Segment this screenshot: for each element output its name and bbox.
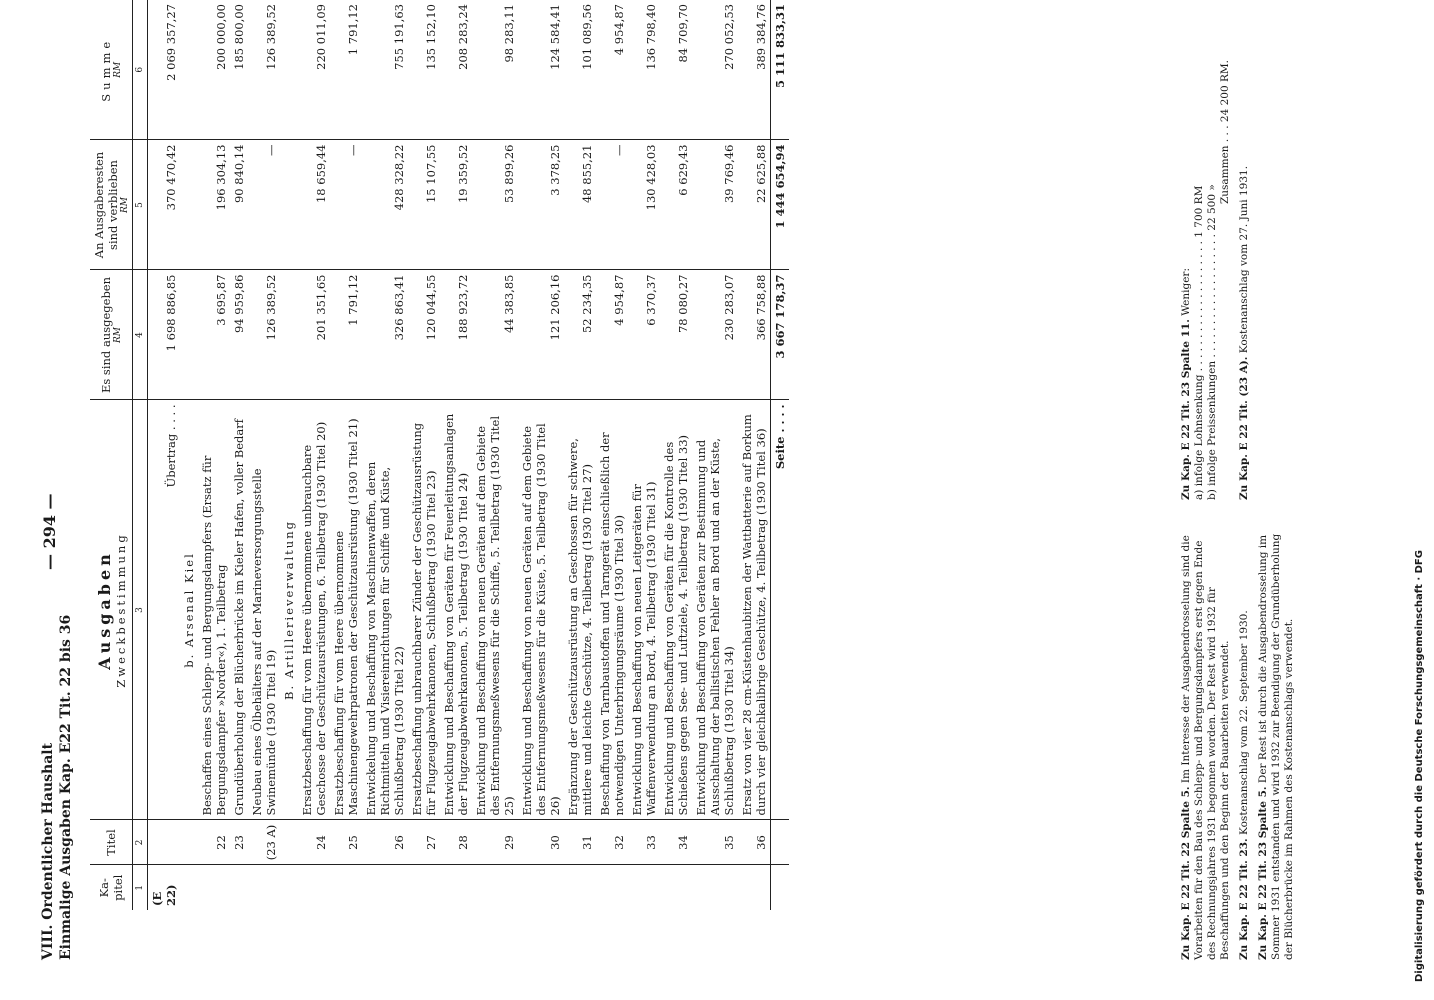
titel-cell: 30 [518, 820, 564, 865]
empty-cell [230, 865, 248, 910]
empty-cell [180, 140, 198, 270]
note-4-sum: Zusammen . . . 24 200 RM. [1219, 60, 1231, 205]
total-reste: 1 444 654,94 [771, 140, 790, 270]
description-cell: Entwicklung und Beschaffung von Geräten für Feuerleitungsanlagen der Flugzeugabwehrkanonen, 5. Teilbetrag (1930 Titel 24) [440, 400, 472, 820]
section-row [280, 0, 298, 910]
empty-cell [180, 820, 198, 865]
description-cell: Entwicklung und Beschaffung von Geräten zur Bestimmung und Ausschaltung der ballistischen Fehler an Bord und an der Küste, Schlußbetrag (1930 Titel 34) [692, 400, 738, 820]
reste-cell: — [330, 140, 362, 270]
summe-cell: 135 152,10 [408, 0, 440, 140]
table-row [738, 0, 771, 910]
table-row [248, 0, 280, 910]
empty-cell [330, 865, 362, 910]
summe-cell: 1 791,12 [330, 0, 362, 140]
ausgegeben-cell: 1 791,12 [330, 270, 362, 400]
col-ausgegeben [90, 270, 133, 400]
col-number: 4 [133, 270, 148, 400]
col-number: 2 [133, 820, 148, 865]
empty-cell [472, 865, 518, 910]
col-kapitel: Ka-pitel [90, 865, 133, 910]
section-b-label: b. Arsenal Kiel [180, 400, 198, 820]
ausgegeben-cell: 6 370,37 [628, 270, 660, 400]
ausgegeben-cell: 201 351,65 [298, 270, 330, 400]
section-B-label: B. Artillerieverwaltung [280, 400, 298, 820]
reste-cell: 53 899,26 [472, 140, 518, 270]
footnotes [1180, 40, 1302, 960]
empty-cell [280, 865, 298, 910]
col-zweck [90, 400, 133, 820]
summe-cell: 4 954,87 [596, 0, 628, 140]
table-row [440, 0, 472, 910]
reste-cell: 48 855,21 [564, 140, 596, 270]
description-cell: Neubau eines Ölbehälters auf der Marineversorgungsstelle Swinemünde (1930 Titel 19) [248, 400, 280, 820]
titel-cell: 29 [472, 820, 518, 865]
note-4-label: Zu Kap. E 22 Tit. 23 Spalte 11. [1180, 319, 1192, 500]
empty-cell [180, 865, 198, 910]
page-number: — 294 — [40, 493, 59, 570]
empty-cell [660, 865, 692, 910]
empty-cell [148, 820, 181, 865]
note-4 [1180, 60, 1232, 500]
ausgegeben-cell: 120 044,55 [408, 270, 440, 400]
note-1 [1180, 520, 1232, 960]
description-cell: Grundüberholung der Blücherbrücke im Kieler Hafen, voller Bedarf [230, 400, 248, 820]
titel-cell: 32 [596, 820, 628, 865]
note-1-text: Im Interesse der Ausgabendrosselung sind die Vorarbeiten für den Bau des Schlepp- und Bergungsdampfers erst gegen Ende des Rechnungsjahres 1931 begonnen worden. Der Rest wird 1932 für Beschaffungen und den Beginn der Bauarbeiten verwendet. [1180, 535, 1231, 960]
table-row [362, 0, 408, 910]
empty-cell [180, 270, 198, 400]
titel-cell: 36 [738, 820, 771, 865]
col-number: 3 [133, 400, 148, 820]
table-row [596, 0, 628, 910]
col-summe [90, 0, 133, 140]
titel-cell: 22 [198, 820, 230, 865]
empty-cell [408, 865, 440, 910]
description-cell: Ergänzung der Geschützausrüstung an Geschossen für schwere, mittlere und leichte Geschütze, 4. Teilbetrag (1930 Titel 27) [564, 400, 596, 820]
description-cell: Ersatzbeschaffung für vom Heere übernommene unbrauchbare Geschosse der Geschützausrüstungen, 6. Teilbetrag (1930 Titel 20) [298, 400, 330, 820]
empty-cell [198, 865, 230, 910]
titel-cell: 31 [564, 820, 596, 865]
description-cell: Entwickelung und Beschaffung von Maschinenwaffen, deren Richtmitteln und Visiereinrichtungen für Schiffe und Küste, Schlußbetrag (1930 Titel 22) [362, 400, 408, 820]
description-cell: Entwicklung und Beschaffung von Geräten für die Kontrolle des Schießens gegen See- und Luftziele, 4. Teilbetrag (1930 Titel 33) [660, 400, 692, 820]
ausgegeben-cell: 188 923,72 [440, 270, 472, 400]
total-label: Seite . . . . [771, 400, 790, 820]
empty-cell [628, 865, 660, 910]
titel-cell: 26 [362, 820, 408, 865]
empty-cell [518, 865, 564, 910]
note-2 [1238, 520, 1251, 960]
table-row [518, 0, 564, 910]
dfg-credit [1414, 12, 1428, 982]
reste-cell: 90 840,14 [230, 140, 248, 270]
ausgegeben-cell: 126 389,52 [248, 270, 280, 400]
col-titel: Titel [90, 820, 133, 865]
titel-cell: 34 [660, 820, 692, 865]
ausgegeben-cell: 121 206,16 [518, 270, 564, 400]
ausgegeben-cell: 44 383,85 [472, 270, 518, 400]
unit-label: RM [120, 197, 130, 213]
table-row [472, 0, 518, 910]
titel-cell: 35 [692, 820, 738, 865]
reste-cell: — [248, 140, 280, 270]
reste-cell: 22 625,88 [738, 140, 771, 270]
uebertrag-row [148, 0, 181, 910]
reste-cell: 3 378,25 [518, 140, 564, 270]
ausgegeben-cell: 230 283,07 [692, 270, 738, 400]
description-cell: Entwicklung und Beschaffung von neuen Leitgeräten für Waffenverwendung an Bord, 4. Teilbetrag (1930 Titel 31) [628, 400, 660, 820]
total-row [771, 0, 790, 910]
description-cell: Beschaffung von Tarnbaustoffen und Tarngerät einschließlich der notwendigen Unterbringungsräume (1930 Titel 30) [596, 400, 628, 820]
ausgaben-heading: Ausgaben [94, 550, 114, 670]
section-title: VIII. Ordentlicher Haushalt [40, 742, 56, 960]
note-3-label: Zu Kap. E 22 Tit. 23 Spalte 5. [1257, 786, 1269, 960]
reste-cell: 19 359,52 [440, 140, 472, 270]
titel-cell: 27 [408, 820, 440, 865]
summe-cell: 98 283,11 [472, 0, 518, 140]
note-2-text: Kostenanschlag vom 22. September 1930. [1238, 610, 1250, 835]
unit-label: RM [113, 327, 123, 343]
note-5-text: Kostenanschlag vom 27. Juni 1931. [1238, 165, 1250, 354]
ausgegeben-heading: Es sind ausgegeben [99, 276, 113, 394]
empty-cell [771, 820, 790, 865]
titel-cell: 23 [230, 820, 248, 865]
summe-cell: 270 052,53 [692, 0, 738, 140]
budget-table [90, 0, 789, 910]
reste-cell: 6 629,43 [660, 140, 692, 270]
total-summe: 5 111 833,31 [771, 0, 790, 140]
column-number-row [133, 0, 148, 910]
empty-cell [362, 865, 408, 910]
summe-cell: 185 800,00 [230, 0, 248, 140]
section-row [180, 0, 198, 910]
zweck-heading: Zweckbestimmung [113, 532, 128, 688]
summe-cell: 200 000,00 [198, 0, 230, 140]
ausgegeben-cell: 52 234,35 [564, 270, 596, 400]
reste-heading: An Ausgaberesten sind verblieben [92, 151, 120, 259]
col-number: 6 [133, 0, 148, 140]
summe-heading: Summe [99, 37, 113, 102]
notes-right [1180, 60, 1257, 500]
uebertrag-ausgegeben: 1 698 886,85 [148, 270, 181, 400]
note-4-b: b) infolge Preissenkungen . . . . . . . . . . . . . . . . . . . 22 500 » [1206, 184, 1218, 500]
dfg-credit-text: Digitalisierung gefördert durch die Deutsche Forschungsgemeinschaft · DFG [1414, 550, 1425, 982]
summe-cell: 126 389,52 [248, 0, 280, 140]
empty-cell [771, 865, 790, 910]
titel-cell: 24 [298, 820, 330, 865]
summe-cell: 389 384,76 [738, 0, 771, 140]
col-number: 5 [133, 140, 148, 270]
summe-cell: 220 011,09 [298, 0, 330, 140]
reste-cell: 130 428,03 [628, 140, 660, 270]
table-row [230, 0, 248, 910]
page-header [40, 60, 74, 960]
empty-cell [280, 0, 298, 140]
uebertrag-label: Übertrag . . . . [148, 400, 181, 820]
unit-label: RM [113, 61, 123, 78]
col-reste [90, 140, 133, 270]
empty-cell [738, 865, 771, 910]
ausgegeben-cell: 366 758,88 [738, 270, 771, 400]
ausgegeben-cell: 4 954,87 [596, 270, 628, 400]
empty-cell [180, 0, 198, 140]
uebertrag-reste: 370 470,42 [148, 140, 181, 270]
reste-cell: 428 328,22 [362, 140, 408, 270]
subtitle: Einmalige Ausgaben Kap. E22 Tit. 22 bis 36 [58, 614, 74, 960]
titel-cell: 33 [628, 820, 660, 865]
empty-cell [596, 865, 628, 910]
note-2-label: Zu Kap. E 22 Tit. 23. [1238, 838, 1250, 960]
table-row [564, 0, 596, 910]
titel-cell: (23 A) [248, 820, 280, 865]
uebertrag-summe: 2 069 357,27 [148, 0, 181, 140]
empty-cell [692, 865, 738, 910]
reste-cell: 39 769,46 [692, 140, 738, 270]
summe-cell: 101 089,56 [564, 0, 596, 140]
table-row [330, 0, 362, 910]
reste-cell: — [596, 140, 628, 270]
total-ausgegeben: 3 667 178,37 [771, 270, 790, 400]
ausgegeben-cell: 94 959,86 [230, 270, 248, 400]
table-row [198, 0, 230, 910]
note-3 [1257, 520, 1296, 960]
note-5-label: Zu Kap. E 22 Tit. (23 A). [1238, 356, 1250, 500]
empty-cell [564, 865, 596, 910]
col-number: 1 [133, 865, 148, 910]
kapitel-cell: (E 22) [150, 884, 178, 906]
summe-cell: 84 709,70 [660, 0, 692, 140]
reste-cell: 18 659,44 [298, 140, 330, 270]
note-3-text: Der Rest ist durch die Ausgabendrosselung im Sommer 1931 entstanden und wird 1932 zur Beendigung der Grundüberholung der Blücherbrücke im Rahmen des Kostenanschlags verwendet. [1257, 533, 1295, 960]
note-5 [1238, 60, 1251, 500]
table-row [660, 0, 692, 910]
summe-cell: 136 798,40 [628, 0, 660, 140]
notes-left [1180, 520, 1302, 960]
note-4-text: Weniger: [1180, 268, 1192, 316]
ausgegeben-cell: 326 863,41 [362, 270, 408, 400]
summe-cell: 208 283,24 [440, 0, 472, 140]
table-row [628, 0, 660, 910]
description-cell: Ersatzbeschaffung unbrauchbarer Zünder der Geschützausrüstung für Flugzeugabwehrkanonen, Schlußbetrag (1930 Titel 23) [408, 400, 440, 820]
empty-cell [298, 865, 330, 910]
ausgegeben-cell: 3 695,87 [198, 270, 230, 400]
table-row [408, 0, 440, 910]
table-row [692, 0, 738, 910]
note-1-label: Zu Kap. E 22 Tit. 22 Spalte 5. [1180, 786, 1192, 960]
reste-cell: 196 304,13 [198, 140, 230, 270]
description-cell: Beschaffen eines Schlepp- und Bergungsdampfers (Ersatz für Bergungsdampfer »Norder«), 1. Teilbetrag [198, 400, 230, 820]
summe-cell: 124 584,41 [518, 0, 564, 140]
empty-cell [440, 865, 472, 910]
titel-cell: 28 [440, 820, 472, 865]
description-cell: Ersatzbeschaffung für vom Heere übernommene Maschinengewehrpatronen der Geschützausrüstung (1930 Titel 21) [330, 400, 362, 820]
empty-cell [248, 865, 280, 910]
titel-cell: 25 [330, 820, 362, 865]
table-row [298, 0, 330, 910]
note-4-a: a) infolge Lohnsenkung . . . . . . . . . . . . . . . . . . . . 1 700 RM [1193, 185, 1205, 500]
empty-cell [280, 140, 298, 270]
summe-cell: 755 191,63 [362, 0, 408, 140]
ausgegeben-cell: 78 080,27 [660, 270, 692, 400]
description-cell: Ersatz von vier 28 cm-Küstenhaubitzen der Wattbatterie auf Borkum durch vier gleichkalibrige Geschütze, 4. Teilbetrag (1930 Titel 36) [738, 400, 771, 820]
description-cell: Entwicklung und Beschaffung von neuen Geräten auf dem Gebiete des Entfernungsmeßwesens für die Schiffe, 5. Teilbetrag (1930 Titel 25) [472, 400, 518, 820]
empty-cell [280, 270, 298, 400]
reste-cell: 15 107,55 [408, 140, 440, 270]
empty-cell [280, 820, 298, 865]
description-cell: Entwicklung und Beschaffung von neuen Geräten auf dem Gebiete des Entfernungsmeßwesens für die Küste, 5. Teilbetrag (1930 Titel 26) [518, 400, 564, 820]
